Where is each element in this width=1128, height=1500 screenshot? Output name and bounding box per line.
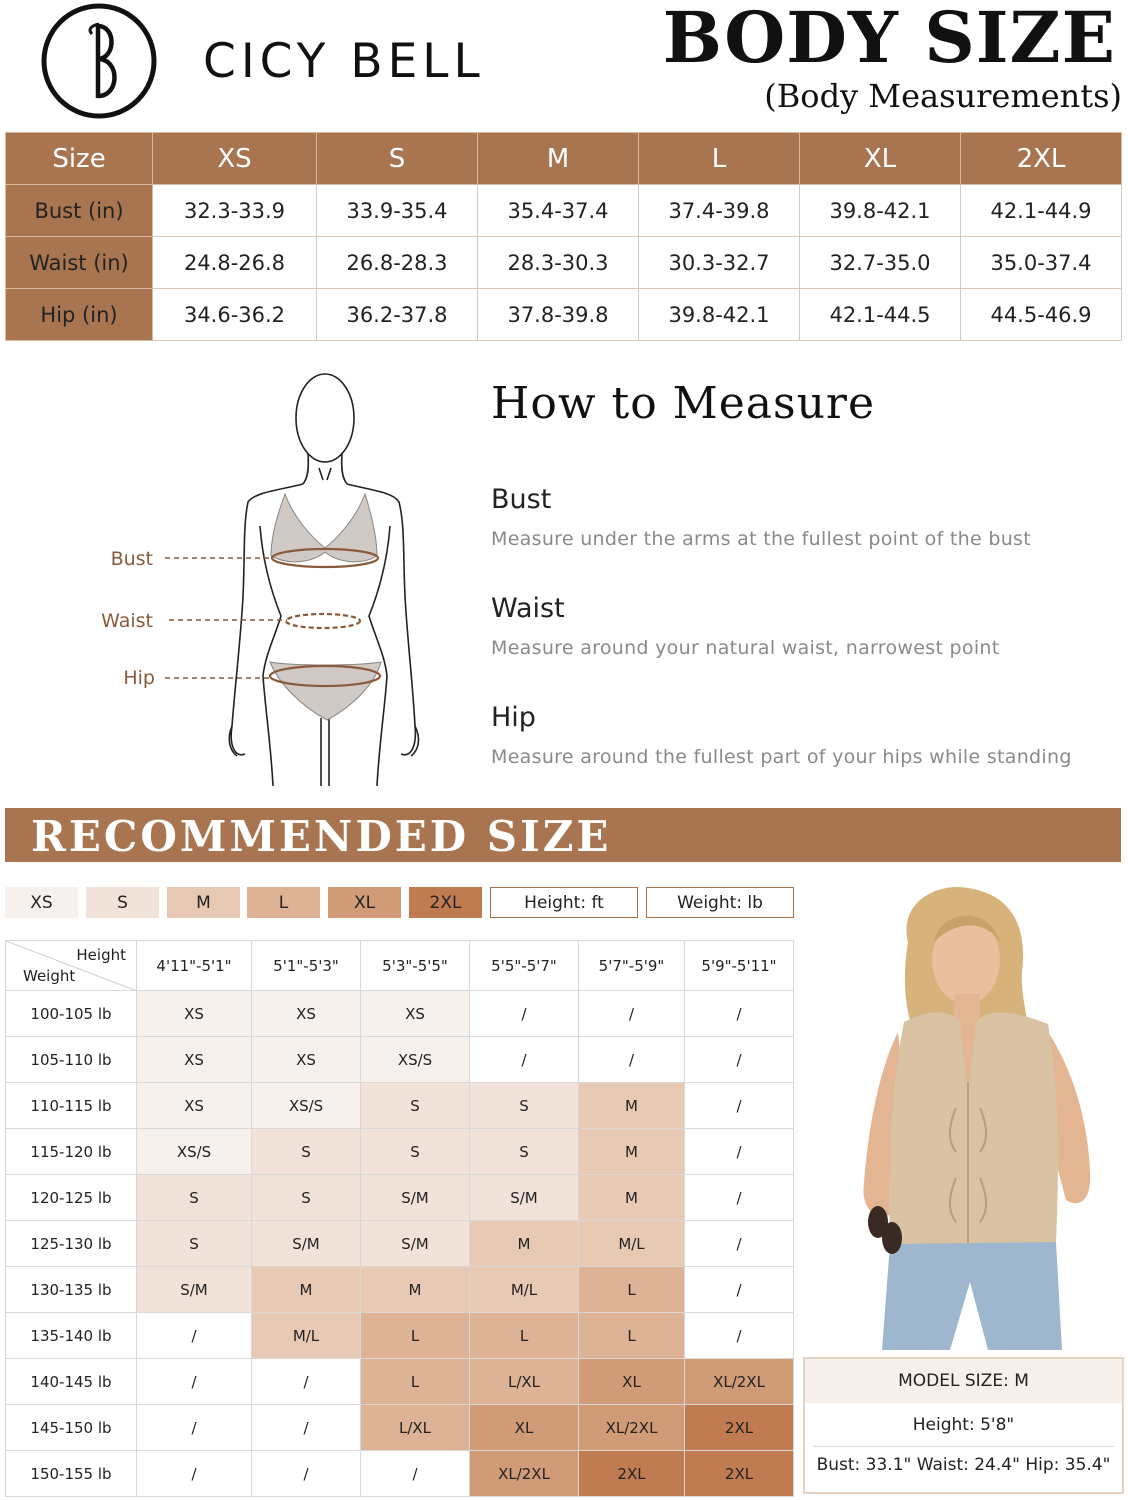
size-cell: XL (579, 1359, 685, 1405)
height-header-row (6, 941, 794, 991)
table-cell: 36.2-37.8 (317, 289, 478, 341)
size-cell: S/M (252, 1221, 361, 1267)
table-cell: 26.8-28.3 (317, 237, 478, 289)
size-cell: 2XL (685, 1451, 794, 1497)
size-cell: XS (137, 1083, 252, 1129)
measure-desc-waist: Measure around your natural waist, narrowest point (491, 637, 1000, 659)
size-cell: M (579, 1083, 685, 1129)
legend-m: M (167, 887, 240, 918)
corner-height-label: Height (76, 946, 126, 964)
height-header: 5'7"-5'9" (579, 941, 685, 991)
size-cell: 2XL (685, 1405, 794, 1451)
size-cell: L (470, 1313, 579, 1359)
table-cell: 37.4-39.8 (639, 185, 800, 237)
size-cell: XL/2XL (470, 1451, 579, 1497)
card-divider (813, 1446, 1114, 1447)
table-cell: 39.8-42.1 (800, 185, 961, 237)
weight-row (6, 1313, 794, 1359)
weight-row (6, 1405, 794, 1451)
header-cell: Size (6, 133, 153, 185)
model-height: Height: 5'8" (912, 1415, 1015, 1435)
model-size-label: MODEL SIZE: M (805, 1359, 1122, 1403)
header-cell: L (639, 133, 800, 185)
row-label: Bust (in) (6, 185, 153, 237)
size-cell: XS/S (252, 1083, 361, 1129)
model-size-card (803, 1357, 1124, 1494)
size-cell: XL (470, 1405, 579, 1451)
height-header: 5'3"-5'5" (361, 941, 470, 991)
size-cell: M/L (470, 1267, 579, 1313)
height-header: 5'1"-5'3" (252, 941, 361, 991)
model-measurements: Bust: 33.1" Waist: 24.4" Hip: 35.4" (816, 1455, 1111, 1475)
legend-2xl: 2XL (409, 887, 482, 918)
size-cell: L/XL (470, 1359, 579, 1405)
size-cell: XL/2XL (579, 1405, 685, 1451)
weight-label: 105-110 lb (6, 1037, 137, 1083)
corner-weight-label: Weight (23, 967, 76, 985)
weight-row (6, 991, 794, 1037)
weight-row (6, 1083, 794, 1129)
recommended-size-title: RECOMMENDED SIZE (31, 812, 612, 861)
weight-label: 140-145 lb (6, 1359, 137, 1405)
weight-row (6, 1129, 794, 1175)
size-cell: 2XL (579, 1451, 685, 1497)
size-cell: XS (137, 1037, 252, 1083)
header-cell: XS (153, 133, 317, 185)
weight-label: 100-105 lb (6, 991, 137, 1037)
body-measure-figure (95, 366, 435, 786)
bust-label: Bust (110, 548, 153, 570)
waist-label: Waist (101, 610, 153, 632)
size-cell: / (579, 1037, 685, 1083)
recommended-size-table (5, 940, 794, 1497)
size-cell: / (252, 1359, 361, 1405)
table-cell: 39.8-42.1 (639, 289, 800, 341)
height-header: 5'5"-5'7" (470, 941, 579, 991)
size-cell: S/M (137, 1267, 252, 1313)
table-cell: 42.1-44.5 (800, 289, 961, 341)
size-cell: S (137, 1221, 252, 1267)
how-to-measure-title: How to Measure (491, 378, 875, 429)
size-cell: / (252, 1451, 361, 1497)
weight-row (6, 1451, 794, 1497)
measure-heading-hip: Hip (491, 702, 536, 733)
page-title: BODY SIZE (662, 0, 1116, 79)
size-cell: / (685, 1175, 794, 1221)
weight-label: 110-115 lb (6, 1083, 137, 1129)
measure-heading-bust: Bust (491, 484, 552, 515)
waist-row (6, 237, 1122, 289)
legend-xl: XL (328, 887, 401, 918)
size-cell: XS (252, 991, 361, 1037)
weight-label: 135-140 lb (6, 1313, 137, 1359)
table-cell: 33.9-35.4 (317, 185, 478, 237)
bust-row (6, 185, 1122, 237)
size-cell: S (470, 1083, 579, 1129)
weight-label: 130-135 lb (6, 1267, 137, 1313)
size-cell: M (470, 1221, 579, 1267)
size-cell: / (252, 1405, 361, 1451)
hip-row (6, 289, 1122, 341)
size-cell: XS (361, 991, 470, 1037)
measure-heading-waist: Waist (491, 593, 565, 624)
table-cell: 34.6-36.2 (153, 289, 317, 341)
size-cell: M/L (579, 1221, 685, 1267)
row-label: Hip (in) (6, 289, 153, 341)
size-cell: / (470, 991, 579, 1037)
weight-label: 145-150 lb (6, 1405, 137, 1451)
weight-label: 120-125 lb (6, 1175, 137, 1221)
size-cell: M (252, 1267, 361, 1313)
table-cell: 44.5-46.9 (961, 289, 1122, 341)
weight-label: 115-120 lb (6, 1129, 137, 1175)
header-cell: S (317, 133, 478, 185)
size-cell: L (579, 1313, 685, 1359)
table-cell: 35.4-37.4 (478, 185, 639, 237)
size-cell: XS (252, 1037, 361, 1083)
size-cell: / (137, 1359, 252, 1405)
size-cell: / (685, 1267, 794, 1313)
table-cell: 37.8-39.8 (478, 289, 639, 341)
legend-s: S (86, 887, 159, 918)
size-cell: M/L (252, 1313, 361, 1359)
size-cell: M (579, 1175, 685, 1221)
size-cell: / (685, 1313, 794, 1359)
recommended-size-banner (5, 808, 1121, 862)
corner-cell (6, 941, 137, 991)
size-cell: L/XL (361, 1405, 470, 1451)
height-header: 4'11"-5'1" (137, 941, 252, 991)
weight-row (6, 1359, 794, 1405)
weight-row (6, 1267, 794, 1313)
weight-row (6, 1037, 794, 1083)
measure-desc-bust: Measure under the arms at the fullest point of the bust (491, 528, 1032, 550)
size-cell: L (579, 1267, 685, 1313)
size-cell: XL/2XL (685, 1359, 794, 1405)
size-cell: L (361, 1313, 470, 1359)
size-cell: XS/S (137, 1129, 252, 1175)
brand-name: CICY BELL (203, 34, 485, 89)
legend-weight-unit: Weight: lb (646, 887, 794, 918)
measure-desc-hip: Measure around the fullest part of your hips while standing (491, 746, 1072, 768)
weight-row (6, 1175, 794, 1221)
size-cell: / (137, 1451, 252, 1497)
legend-xs: XS (5, 887, 78, 918)
legend-l: L (247, 887, 320, 918)
size-cell: S (137, 1175, 252, 1221)
table-cell: 42.1-44.9 (961, 185, 1122, 237)
body-size-table (5, 132, 1122, 341)
size-cell: S (361, 1083, 470, 1129)
size-cell: S (252, 1175, 361, 1221)
size-cell: / (685, 1037, 794, 1083)
header-cell: 2XL (961, 133, 1122, 185)
table-cell: 24.8-26.8 (153, 237, 317, 289)
size-cell: S/M (470, 1175, 579, 1221)
size-cell: / (579, 991, 685, 1037)
header-cell: M (478, 133, 639, 185)
size-cell: / (685, 1083, 794, 1129)
model-photo (838, 882, 1118, 1350)
size-cell: / (685, 991, 794, 1037)
size-cell: / (361, 1451, 470, 1497)
table-cell: 32.3-33.9 (153, 185, 317, 237)
legend-height-unit: Height: ft (490, 887, 638, 918)
brand-logo-icon (40, 2, 158, 120)
size-cell: / (685, 1129, 794, 1175)
size-cell: / (685, 1221, 794, 1267)
table-cell: 35.0-37.4 (961, 237, 1122, 289)
size-cell: S (252, 1129, 361, 1175)
weight-label: 125-130 lb (6, 1221, 137, 1267)
size-cell: / (137, 1313, 252, 1359)
size-cell: M (361, 1267, 470, 1313)
height-header: 5'9"-5'11" (685, 941, 794, 991)
size-cell: XS (137, 991, 252, 1037)
size-cell: S/M (361, 1221, 470, 1267)
size-cell: / (470, 1037, 579, 1083)
table-cell: 28.3-30.3 (478, 237, 639, 289)
size-cell: L (361, 1359, 470, 1405)
size-cell: S (361, 1129, 470, 1175)
size-cell: XS/S (361, 1037, 470, 1083)
header-cell: XL (800, 133, 961, 185)
size-header-row (6, 133, 1122, 185)
size-cell: M (579, 1129, 685, 1175)
page-subtitle: (Body Measurements) (764, 77, 1122, 115)
size-cell: / (137, 1405, 252, 1451)
weight-row (6, 1221, 794, 1267)
weight-label: 150-155 lb (6, 1451, 137, 1497)
table-cell: 32.7-35.0 (800, 237, 961, 289)
row-label: Waist (in) (6, 237, 153, 289)
size-cell: S (470, 1129, 579, 1175)
hip-label: Hip (123, 667, 155, 689)
size-cell: S/M (361, 1175, 470, 1221)
table-cell: 30.3-32.7 (639, 237, 800, 289)
